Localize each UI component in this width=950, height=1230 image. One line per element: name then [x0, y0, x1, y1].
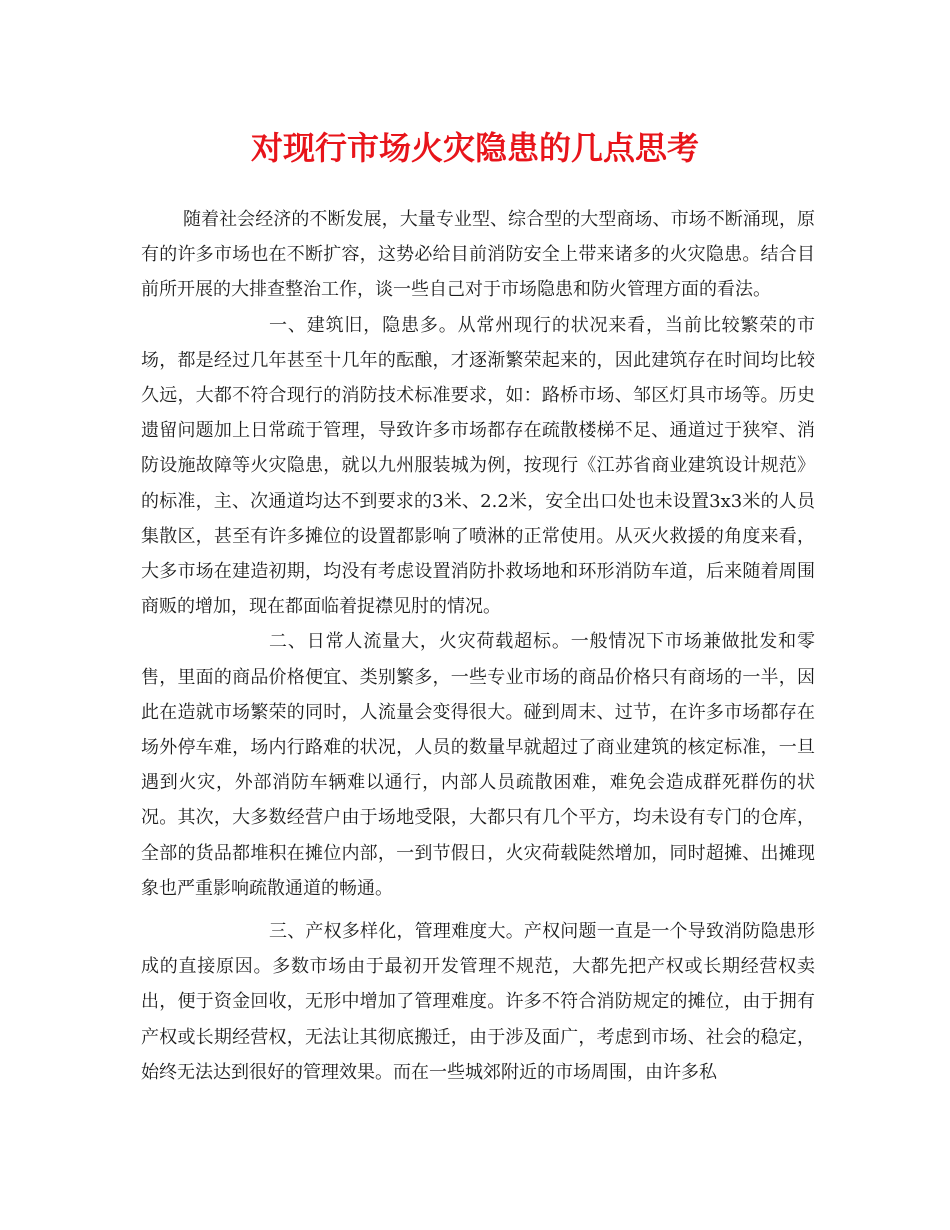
document-title: 对现行市场火灾隐患的几点思考: [250, 129, 699, 167]
section-1-paragraph: 一、建筑旧，隐患多。从常州现行的状况来看，当前比较繁荣的市场，都是经过几年甚至十几年的酝酿，才逐渐繁荣起来的，因此建筑存在时间均比较久远，大都不符合现行的消防技术标准要求，如：路桥市场、邹区灯具市场等。历史遗留问题加上日常疏于管理，导致许多市场都存在疏散楼梯不足、通道过于狭窄、消防设施故障等火灾隐患，就以九州服装城为例，按现行《江苏省商业建筑设计规范》的标准，主、次通道均达不到要求的3米、2.2米，安全出口处也未设置3x3米的人员集散区，甚至有许多摊位的设置都影响了喷淋的正常使用。从灭火救援的角度来看，大多市场在建造初期，均没有考虑设置消防扑救场地和环形消防车道，后来随着周围商贩的增加，现在都面临着捉襟见肘的情况。: [141, 314, 815, 618]
section-2-paragraph: 二、日常人流量大，火灾荷载超标。一般情况下市场兼做批发和零售，里面的商品价格便宜、类别繁多，一些专业市场的商品价格只有商场的一半，因此在造就市场繁荣的同时，人流量会变得很大。碰到周末、过节，在许多市场都存在场外停车难，场内行路难的状况，人员的数量早就超过了商业建筑的核定标准，一旦遇到火灾，外部消防车辆难以通行，内部人员疏散困难，难免会造成群死群伤的状况。其次，大多数经营户由于场地受限，大都只有几个平方，均未设有专门的仓库，全部的货品都堆积在摊位内部，一到节假日，火灾荷载陡然增加，同时超摊、出摊现象也严重影响疏散通道的畅通。: [141, 631, 815, 899]
paragraph-spacer: [141, 906, 815, 914]
section-3-paragraph: 三、产权多样化，管理难度大。产权问题一直是一个导致消防隐患形成的直接原因。多数市场由于最初开发管理不规范，大都先把产权或长期经营权卖出，便于资金回收，无形中增加了管理难度。许多不符合消防规定的摊位，由于拥有产权或长期经营权，无法让其彻底搬迁，由于涉及面广，考虑到市场、社会的稳定，始终无法达到很好的管理效果。而在一些城郊附近的市场周围，由许多私: [141, 921, 815, 1083]
intro-paragraph: 随着社会经济的不断发展，大量专业型、综合型的大型商场、市场不断涌现，原有的许多市场也在不断扩容，这势必给目前消防安全上带来诸多的火灾隐患。结合目前所开展的大排查整治工作，谈一些自己对于市场隐患和防火管理方面的看法。: [141, 209, 815, 301]
document-body: [141, 202, 815, 1090]
